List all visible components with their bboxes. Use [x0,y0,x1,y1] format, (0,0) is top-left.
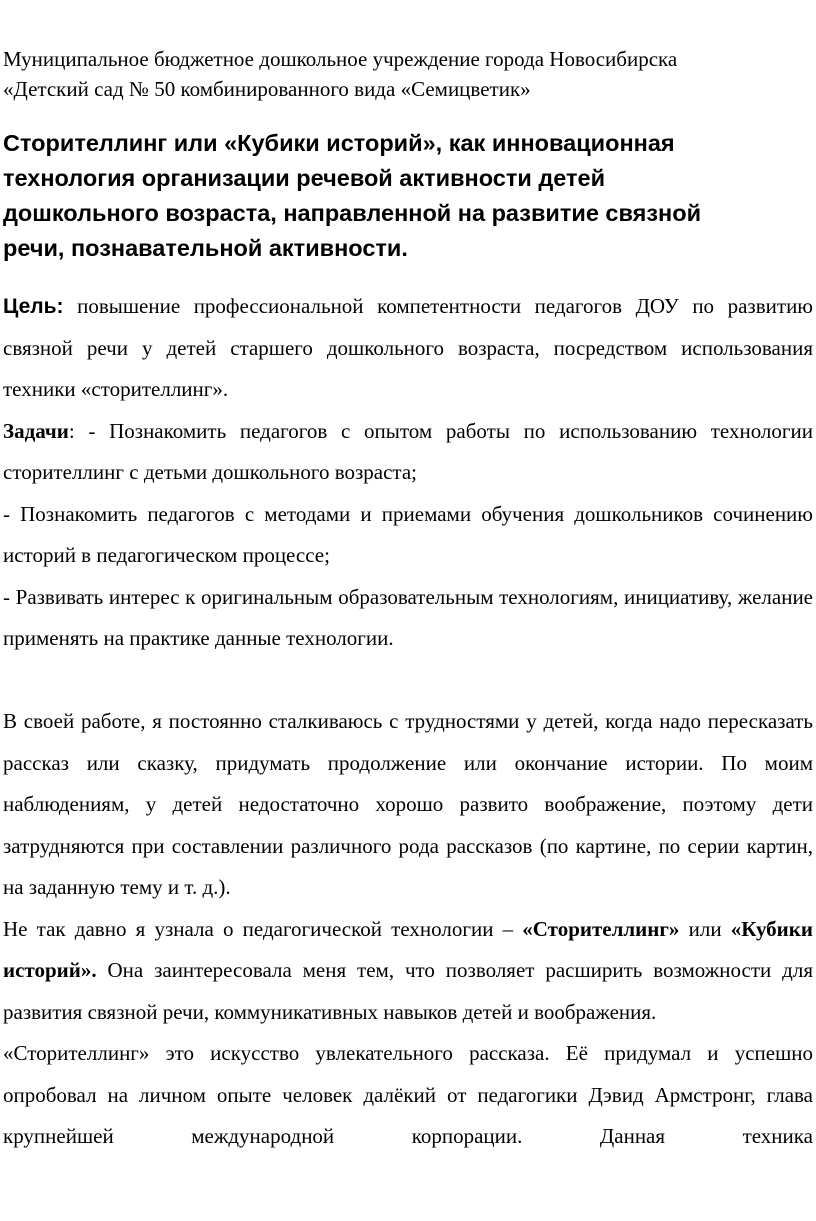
task-3-paragraph: - Развивать интерес к оригинальным образовательным технологиям, инициативу, желание применять на практике данные технологии. [3,584,813,650]
body-paragraph-1: В своей работе, я постоянно сталкиваюсь с трудностями у детей, когда надо пересказать рассказ или сказку, придумать продолжение или окончание истории. По моим наблюдениям, у детей недостаточно хорошо развито воображение, поэтому дети затрудняются при составлении различного рода рассказов (по картине, по серии картин, на заданную тему и т. д.). [3,709,813,899]
task-1-text: : - Познакомить педагогов с опытом работы по использованию технологии сторителлинг с детьми дошкольного возраста; [3,418,813,484]
blank-line [3,660,813,702]
goal-paragraph [3,286,813,411]
title-line-4: речи, познавательной активности. [3,235,408,261]
goal-text: повышение профессиональной компетентности педагогов ДОУ по развитию связной речи у детей старшего дошкольного возраста, посредством использования техники «сторителлинг». [3,294,813,401]
task-2-paragraph: - Познакомить педагогов с методами и приемами обучения дошкольников сочинению историй в педагогическом процессе; [3,501,813,567]
goal-label: Цель: [3,295,64,318]
tasks-paragraph [3,411,813,494]
title-line-2: технология организации речевой активности детей [3,165,606,191]
title-line-1: Сторителлинг или «Кубики историй», как инновационная [3,130,675,156]
term-story-cubes: «Кубики историй». [3,916,813,982]
tasks-label: Задачи [3,418,69,443]
body-paragraph-3: «Сторителлинг» это искусство увлекательного рассказа. Её придумал и успешно опробовал на личном опыте человек далёкий от педагогики Дэвид Армстронг, глава крупнейшей международной корпорации. Данная техника [3,1041,813,1148]
term-storytelling: «Сторителлинг» [522,916,680,941]
title-line-3: дошкольного возраста, направленной на развитие связной [3,200,702,226]
institution-name-line-1: Муниципальное бюджетное дошкольное учреждение города Новосибирска [3,47,678,71]
p2-start: Не так давно я узнала о педагогической технологии – [3,916,523,941]
document-title [3,126,813,266]
institution-name-line-2: «Детский сад № 50 комбинированного вида «Семицветик» [3,77,531,101]
p2-end: Она заинтересовала меня тем, что позволяет расширить возможности для развития связной речи, коммуникативных навыков детей и воображения. [3,958,813,1024]
body-paragraph-2 [3,909,813,1034]
p2-mid: или [679,916,731,941]
